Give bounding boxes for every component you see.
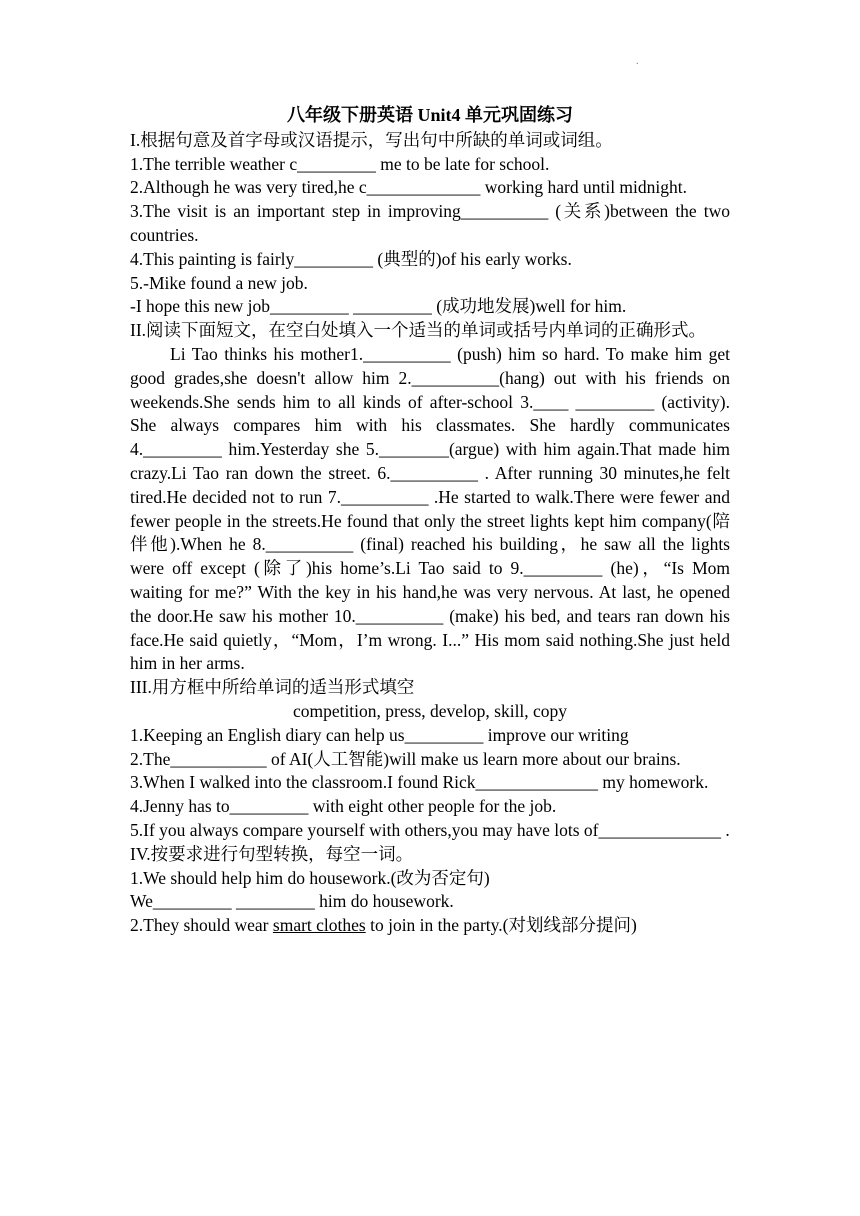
question-3-2: 2.The___________ of AI(人工智能)will make us learn more about our brains. <box>130 748 681 769</box>
page-mark: . <box>636 56 639 67</box>
question-4-2 <box>130 914 730 938</box>
question-1-4: 4.This painting is fairly_________ (典型的)of his early works. <box>130 248 572 269</box>
section-heading-3: III.用方框中所给单词的适当形式填空 <box>130 677 415 698</box>
question-1-1: 1.The terrible weather c_________ me to be late for school. <box>130 153 550 174</box>
question-4-1: 1.We should help him do housework.(改为否定句) <box>130 867 490 888</box>
question-4-2-start: 2.They should wear <box>130 915 273 936</box>
question-1-5-reply: -I hope this new job_________ _________ (成功地发展)well for him. <box>130 296 627 317</box>
question-1-2: 2.Although he was very tired,he c_____________ working hard until midnight. <box>130 177 688 198</box>
section-heading-4: IV.按要求进行句型转换，每空一词。 <box>130 843 414 864</box>
question-1-3: 3.The visit is an important step in improving__________ (关系)between the two countries. <box>130 201 730 245</box>
underlined-phrase: smart clothes <box>272 915 366 936</box>
question-4-1-answer: We_________ _________ him do housework. <box>130 891 454 912</box>
section-heading-1: I.根据句意及首字母或汉语提示，写出句中所缺的单词或词组。 <box>130 129 613 150</box>
question-3-5: 5.If you always compare yourself with others,you may have lots of______________ . <box>130 819 730 840</box>
question-3-1: 1.Keeping an English diary can help us_________ improve our writing <box>130 724 629 745</box>
worksheet <box>130 104 730 938</box>
question-3-3: 3.When I walked into the classroom.I found Rick______________ my homework. <box>130 772 709 793</box>
question-3-4: 4.Jenny has to_________ with eight other people for the job. <box>130 796 557 817</box>
page-title: 八年级下册英语 Unit4 单元巩固练习 <box>286 105 573 125</box>
reading-passage: Li Tao thinks his mother1.__________ (push) him so hard. To make him get good grades,she doesn't allow him 2.__________(hang) out with his friends on weekends.She sends him to all kinds of after-school 3.____ _________ (activity). She always compares him with his classmates. She hardly communicates 4._________ him.Yesterday she 5.________(argue) with him again.That made him crazy.Li Tao ran down the street. 6.__________ . After running 30 minutes,he felt tired.He decided not to run 7.__________ .He started to walk.There were fewer and fewer people in the streets.He found that only the street lights kept him company(陪伴他).When he 8.__________ (final) reached his building，he saw all the lights were off except (除了)his home’s.Li Tao said to 9._________ (he)，“Is Mom waiting for me?” With the key in his hand,he was very nervous. At last, he opened the door.He saw his mother 10.__________ (make) his bed, and tears ran down his face.He said quietly，“Mom，I’m wrong. I...” His mom said nothing.She just held him in her arms. <box>130 343 730 674</box>
section-heading-2: II.阅读下面短文，在空白处填入一个适当的单词或括号内单词的正确形式。 <box>130 320 707 341</box>
word-box: competition, press, develop, skill, copy <box>292 700 568 721</box>
question-1-5: 5.-Mike found a new job. <box>130 272 308 293</box>
question-4-2-end: to join in the party.(对划线部分提问) <box>365 915 637 936</box>
